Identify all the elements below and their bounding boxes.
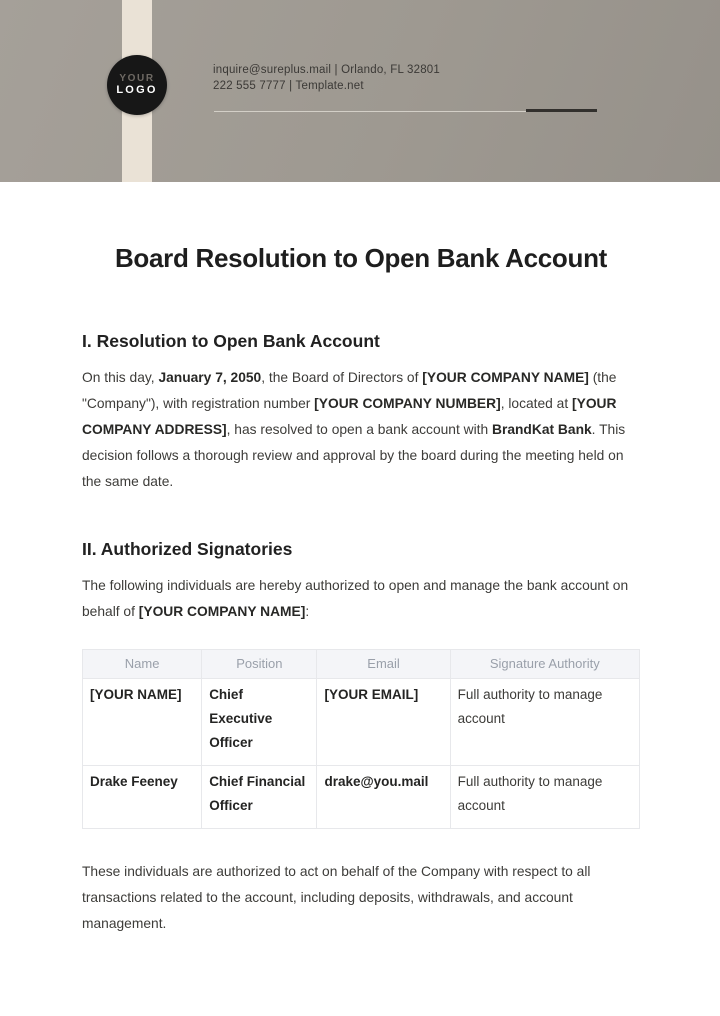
text-segment: , located at (500, 396, 573, 411)
bold-segment-bank-name: BrandKat Bank (492, 422, 592, 437)
header-divider-light (214, 111, 526, 112)
text-segment: , the Board of Directors of (261, 370, 423, 385)
cell-email: drake@you.mail (317, 766, 450, 829)
col-header-signature-authority: Signature Authority (450, 650, 639, 679)
text-segment: On this day, (82, 370, 159, 385)
bold-segment-date: January 7, 2050 (158, 370, 262, 385)
bold-segment-company-address: [YOUR COMPANY ADDRESS] (82, 396, 617, 437)
col-header-name: Name (83, 650, 202, 679)
text-segment: : (305, 604, 310, 619)
text-segment: The following individuals are hereby authorized to open and manage the bank account on behalf of (82, 578, 629, 619)
col-header-position: Position (202, 650, 317, 679)
document-body (0, 243, 720, 937)
col-header-email: Email (317, 650, 450, 679)
cell-authority: Full authority to manage account (450, 679, 639, 766)
contact-line-email-address: inquire@sureplus.mail | Orlando, FL 32801 (213, 64, 440, 76)
letterhead (0, 0, 720, 182)
signatories-table (82, 649, 640, 829)
table-row (83, 766, 640, 829)
text-segment: . This decision follows a thorough review and approval by the board during the meeting held on the same date. (82, 422, 626, 489)
text-segment: , has resolved to open a bank account with (226, 422, 492, 437)
table-row (83, 679, 640, 766)
cell-name: [YOUR NAME] (83, 679, 202, 766)
logo-text-your: YOUR (119, 73, 155, 84)
bold-segment-company-number: [YOUR COMPANY NUMBER] (314, 396, 501, 411)
logo-text-logo: LOGO (116, 84, 158, 96)
signatories-intro-paragraph (82, 573, 640, 625)
cell-authority: Full authority to manage account (450, 766, 639, 829)
table-header-row (83, 650, 640, 679)
section-heading-resolution: I. Resolution to Open Bank Account (82, 331, 380, 351)
page-title: Board Resolution to Open Bank Account (114, 243, 608, 273)
bold-segment-company-name: [YOUR COMPANY NAME] (138, 604, 306, 619)
resolution-paragraph (82, 365, 640, 495)
company-logo (107, 55, 167, 115)
header-divider-dark (526, 109, 597, 112)
cell-position: Chief Executive Officer (202, 679, 317, 766)
closing-paragraph: These individuals are authorized to act on behalf of the Company with respect to all transactions related to the account, including deposits, withdrawals, and account management. (82, 864, 591, 931)
text-segment: (the "Company"), with registration number (82, 370, 617, 411)
bold-segment-company-name: [YOUR COMPANY NAME] (422, 370, 589, 385)
cell-name: Drake Feeney (83, 766, 202, 829)
contact-info (213, 62, 440, 94)
contact-line-phone-site: 222 555 7777 | Template.net (213, 80, 364, 92)
cell-position: Chief Financial Officer (202, 766, 317, 829)
cell-email: [YOUR EMAIL] (317, 679, 450, 766)
section-heading-signatories: II. Authorized Signatories (82, 539, 293, 559)
